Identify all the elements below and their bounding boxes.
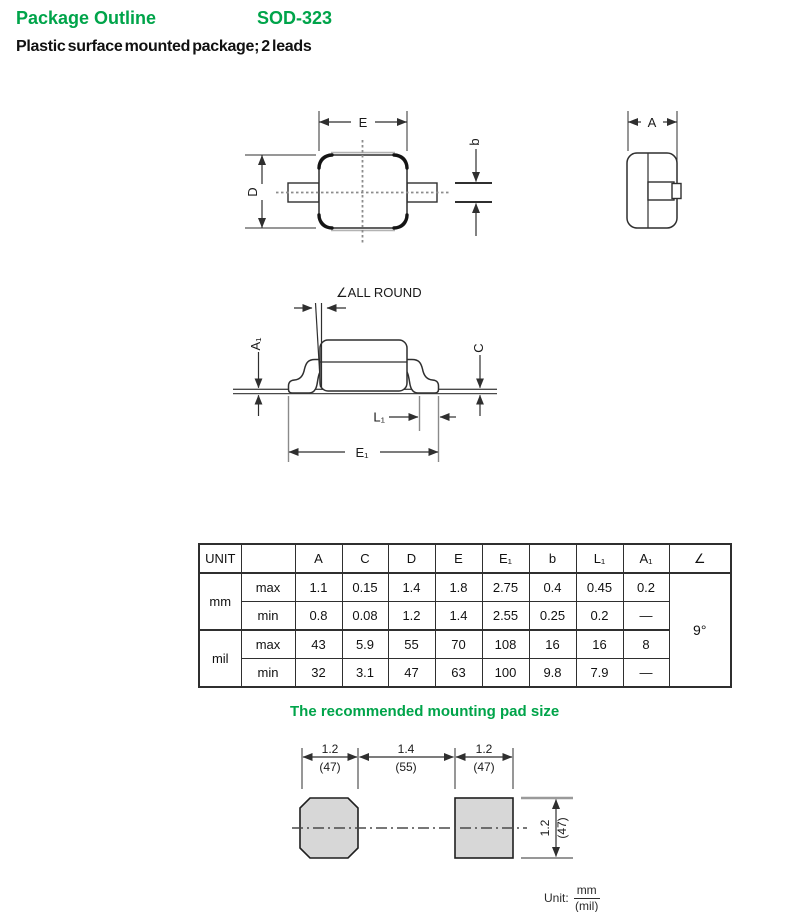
cell: 47 (388, 659, 435, 688)
cell: 0.15 (342, 573, 388, 602)
unit-fraction (574, 884, 600, 912)
limit-cell: max (241, 573, 295, 602)
mounting-pad-heading: The recommended mounting pad size (290, 703, 560, 720)
pad-dim-right-mm: 1.2 (475, 742, 493, 756)
unit-numerator: mm (574, 884, 600, 899)
pad-dim-vert-mm: 1.2 (538, 819, 552, 837)
cell: 43 (295, 630, 342, 659)
cell: 1.4 (435, 602, 482, 631)
table-row (199, 573, 731, 602)
dim-label-L1: L₁ (373, 409, 385, 425)
cell: 1.8 (435, 573, 482, 602)
dimensions-table (198, 543, 732, 688)
limit-cell: min (241, 659, 295, 688)
dim-label-E1: E₁ (355, 445, 369, 460)
all-round-label: ∠ALL ROUND (336, 285, 422, 300)
lead-end-view (648, 182, 674, 200)
page-subtitle: Plastic surface mounted package; 2 leads (16, 38, 312, 55)
cell: 8 (623, 630, 669, 659)
unit-mm-cell: mm (199, 573, 241, 630)
cell: 63 (435, 659, 482, 688)
table-row (199, 659, 731, 688)
cell: 9.8 (529, 659, 576, 688)
angle-value-cell: 9° (669, 573, 731, 687)
dim-label-A: A (647, 115, 657, 130)
mounting-pad-drawing (292, 742, 573, 858)
cell: 0.08 (342, 602, 388, 631)
col-header-A1: A₁ (623, 544, 669, 573)
col-header-D: D (388, 544, 435, 573)
cell: 55 (388, 630, 435, 659)
cell: 1.2 (388, 602, 435, 631)
col-header-C: C (342, 544, 388, 573)
col-header-L1: L₁ (576, 544, 623, 573)
pad-dim-middle-mm: 1.4 (397, 742, 415, 756)
cell: 0.25 (529, 602, 576, 631)
cell: 7.9 (576, 659, 623, 688)
cell: 5.9 (342, 630, 388, 659)
cell: 2.75 (482, 573, 529, 602)
pad-dim-vert-mil: (47) (555, 817, 569, 839)
cell: 32 (295, 659, 342, 688)
limit-cell: max (241, 630, 295, 659)
dim-label-D: D (245, 187, 260, 197)
cell: — (623, 659, 669, 688)
dim-label-b: b (467, 138, 482, 146)
cell: 0.8 (295, 602, 342, 631)
cell: 3.1 (342, 659, 388, 688)
col-header-A: A (295, 544, 342, 573)
pad-dim-right-mil: (47) (473, 760, 495, 774)
cell: 2.55 (482, 602, 529, 631)
dim-label-A1: A₁ (248, 337, 263, 351)
cell: 108 (482, 630, 529, 659)
side-view (233, 285, 497, 462)
unit-note-label: Unit: (544, 891, 569, 906)
cell: 70 (435, 630, 482, 659)
cell: 1.4 (388, 573, 435, 602)
cell: 100 (482, 659, 529, 688)
table-row (199, 630, 731, 659)
package-name: SOD-323 (257, 8, 333, 28)
dim-label-C: C (471, 343, 486, 353)
page-title: Package Outline (16, 8, 157, 28)
gullwing-lead-left (289, 360, 323, 394)
table-header-row (199, 544, 731, 573)
end-view (627, 111, 681, 228)
pad-dim-left-mm: 1.2 (321, 742, 339, 756)
top-view (245, 111, 492, 244)
pad-dim-left-mil: (47) (319, 760, 341, 774)
unit-note (544, 884, 600, 912)
col-header-angle: ∠ (669, 544, 731, 573)
col-header-b: b (529, 544, 576, 573)
dim-label-E: E (358, 115, 368, 130)
col-header-limit (241, 544, 295, 573)
cell: 16 (529, 630, 576, 659)
cell: 0.45 (576, 573, 623, 602)
col-header-E1: E₁ (482, 544, 529, 573)
cell: 0.4 (529, 573, 576, 602)
cell: — (623, 602, 669, 631)
gullwing-lead-right (405, 360, 439, 394)
cell: 0.2 (576, 602, 623, 631)
unit-denominator: (mil) (575, 898, 599, 912)
unit-mil-cell: mil (199, 630, 241, 687)
cell: 1.1 (295, 573, 342, 602)
table-row (199, 602, 731, 631)
limit-cell: min (241, 602, 295, 631)
cell: 0.2 (623, 573, 669, 602)
col-header-unit: UNIT (199, 544, 241, 573)
package-body-side-view (320, 340, 407, 391)
cell: 16 (576, 630, 623, 659)
col-header-E: E (435, 544, 482, 573)
pad-dim-middle-mil: (55) (395, 760, 417, 774)
